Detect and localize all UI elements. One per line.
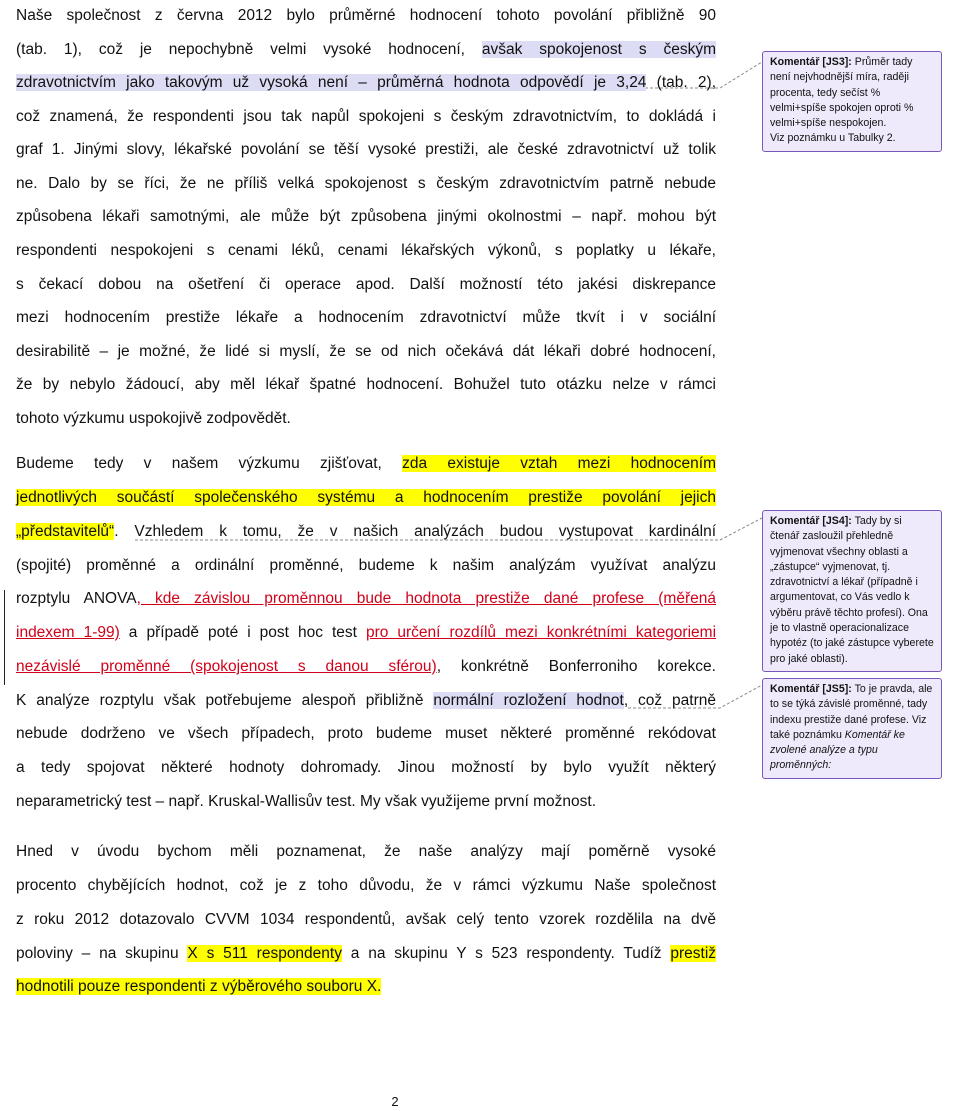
text-line — [16, 618, 716, 648]
highlighted-text: „představitelů“ — [16, 523, 115, 540]
comment-text: To je pravda, ale to se týká závislé proměnné, tady indexu prestiže dané profese. Viz také poznámku — [770, 683, 933, 741]
text-run: tohoto výzkumu uspokojivě zodpovědět. — [16, 410, 291, 427]
text-line — [16, 686, 716, 716]
highlighted-text: hodnotili pouze respondenti z výběrového souboru X. — [16, 978, 382, 995]
text-run: Naše společnost z června 2012 bylo průměrné hodnocení tohoto povolání přibližně 90 — [16, 7, 716, 24]
highlighted-text: odpovědí je 3,24 — [509, 74, 647, 91]
text-run: neparametrický test – např. Kruskal-Wallisův test. My však využijeme první možnost. — [16, 793, 597, 810]
text-line — [16, 719, 716, 749]
comment-tag: Komentář [JS3]: — [770, 56, 852, 68]
text-line — [16, 135, 716, 165]
comment-js4[interactable] — [762, 510, 942, 672]
highlighted-text: avšak spokojenost s českým — [481, 41, 716, 58]
text-run: Hned v úvodu bychom měli poznamenat, že naše analýzy mají poměrně vysoké — [16, 843, 716, 860]
text-line — [16, 753, 716, 783]
text-run: a případě poté i post hoc test — [119, 624, 366, 641]
text-line — [16, 871, 716, 901]
text-run: poloviny – na skupinu — [16, 945, 188, 962]
text-line — [16, 551, 716, 581]
text-run: respondenti nespokojeni s cenami léků, cenami lékařských výkonů, s poplatky u lékaře, — [16, 242, 716, 259]
text-run: a tedy spojovat některé hodnoty dohromady. Jinou možností by bylo využít některý — [16, 759, 716, 776]
text-line — [16, 939, 716, 969]
text-line — [16, 337, 716, 367]
text-run: desirabilitě – je možné, že lidé si myslí, že se od nich očekává dát lékaři dobré hodnocení, — [16, 343, 716, 360]
text-line — [16, 584, 716, 614]
text-run: což znamená, že respondenti jsou tak napůl spokojeni s českým zdravotnictvím, to dokládá i — [16, 108, 716, 125]
text-line — [16, 905, 716, 935]
highlighted-text: indexem 1-99) — [16, 624, 120, 641]
text-run: ne. Dalo by se říci, že ne příliš velká spokojenost s českým zdravotnictvím patrně nebude — [16, 175, 716, 192]
text-line — [16, 517, 716, 547]
text-line — [16, 652, 716, 682]
text-run: , což patrně — [623, 692, 716, 709]
highlighted-text: průměrná hodnota — [377, 74, 510, 91]
text-run: Budeme tedy v našem výzkumu zjišťovat, — [16, 455, 403, 472]
text-line — [16, 35, 716, 65]
text-run: že by nebylo žádoucí, aby měl lékař špatné hodnocení. Bohužel tuto otázku nelze v rámci — [16, 376, 716, 393]
highlighted-text: prestiž — [670, 945, 717, 962]
text-run: . Vzhledem k tomu, že v našich analýzách budou vystupovat kardinální — [114, 523, 716, 540]
text-run: (spojité) proměnné a ordinální proměnné, budeme k našim analýzám využívat analýzu — [16, 557, 716, 574]
highlighted-text: , kde závislou proměnnou bude hodnota prestiže dané profese (měřená — [136, 590, 716, 607]
highlighted-text: X s 511 respondenty — [187, 945, 342, 962]
text-run: z roku 2012 dotazovalo CVVM 1034 respondentů, avšak celý tento vzorek rozdělila na dvě — [16, 911, 716, 928]
text-run: rozptylu ANOVA — [16, 590, 137, 607]
comment-js3[interactable] — [762, 51, 942, 152]
highlighted-text: zdravotnictvím jako takovým už vysoká není – — [16, 74, 378, 91]
highlighted-text: normální rozložení hodnot — [433, 692, 624, 709]
text-run: (tab. 1), což je nepochybně velmi vysoké hodnocení, — [16, 41, 482, 58]
text-line — [16, 449, 716, 479]
text-line — [16, 972, 716, 1002]
text-run: nebude dodrženo ve všech případech, proto budeme muset některé proměnné rekódovat — [16, 725, 716, 742]
text-line — [16, 404, 716, 434]
text-line — [16, 837, 716, 867]
text-line — [16, 787, 716, 817]
text-run: a na skupinu Y s 523 respondenty. Tudíž — [341, 945, 671, 962]
highlighted-text: nezávislé proměnné (spokojenost s danou sférou) — [16, 658, 437, 675]
text-run: způsobena lékaři samotnými, ale může být způsobena jinými okolnostmi – např. mohou být — [16, 208, 716, 225]
comment-tag: Komentář [JS4]: — [770, 515, 852, 527]
text-run: K analýze rozptylu však potřebujeme alespoň přibližně — [16, 692, 434, 709]
page-number: 2 — [391, 1094, 399, 1109]
comment-text: Průměr tady není nejvhodnější míra, raději procenta, tedy sečíst % velmi+spíše spokojen oproti % velmi+spíše nespokojen. Viz poznámku u Tabulky 2. — [770, 56, 914, 145]
comment-tag: Komentář [JS5]: — [770, 683, 852, 695]
text-line — [16, 102, 716, 132]
text-run: mezi hodnocením prestiže lékaře a hodnocením zdravotnictví může tkvít i v sociální — [16, 309, 716, 326]
text-run: , konkrétně Bonferroniho korekce. — [436, 658, 716, 675]
text-line — [16, 169, 716, 199]
text-line — [16, 303, 716, 333]
text-line — [16, 68, 716, 98]
highlighted-text: pro určení rozdílů mezi konkrétními kategoriemi — [365, 624, 717, 641]
text-line — [16, 202, 716, 232]
text-line — [16, 270, 716, 300]
text-run: s čekací dobou na ošetření či operace apod. Další možností této jakési diskrepance — [16, 276, 716, 293]
text-line — [16, 1, 716, 31]
text-run: procento chybějících hodnot, což je z toho důvodu, že v rámci výzkumu Naše společnost — [16, 877, 716, 894]
text-line — [16, 483, 716, 513]
change-bar — [4, 590, 5, 685]
text-line — [16, 370, 716, 400]
text-run: (tab. 2), — [646, 74, 717, 91]
highlighted-text: jednotlivých součástí společenského systému a hodnocením prestiže povolání jejich — [16, 489, 716, 506]
comment-text-italic: Komentář ke zvolené analýze a typu proměnných: — [770, 728, 905, 772]
comment-text: Tady by si čtenář zasloužil přehledně vyjmenovat všechny oblasti a „zástupce“ vyjmenovat, tj. zdravotnictví a lékař (případně i argumentovat, co Vás vedlo k výběru právě těchto profesí). Ona je to vlastně operacionalizace hypotéz (to jaké zástupce vyberete pro jaké oblasti). — [770, 515, 934, 665]
text-line — [16, 236, 716, 266]
comment-js5[interactable] — [762, 678, 942, 779]
text-run: graf 1. Jinými slovy, lékařské povolání se těší vysoké prestiži, ale české zdravotnictví už tolik — [16, 141, 716, 158]
highlighted-text: zda existuje vztah mezi hodnocením — [402, 455, 716, 472]
